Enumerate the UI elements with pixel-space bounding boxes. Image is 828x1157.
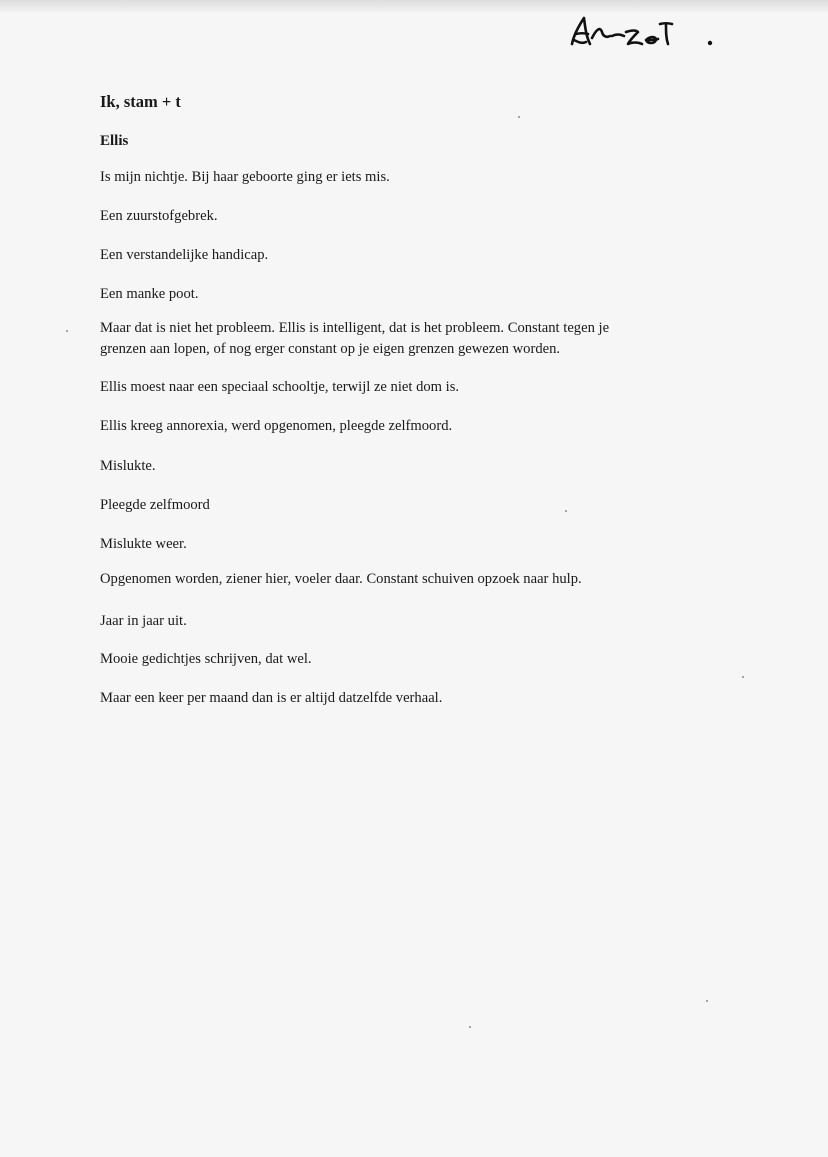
body-paragraph (100, 167, 390, 188)
scan-speck (66, 330, 68, 332)
body-paragraph (100, 284, 198, 305)
scan-speck (706, 1000, 708, 1002)
body-paragraph (100, 245, 268, 266)
paragraph-line: Jaar in jaar uit. (100, 613, 187, 629)
body-paragraph (100, 569, 582, 590)
body-paragraph (100, 534, 187, 555)
body-paragraph (100, 206, 218, 227)
paragraph-line: Pleegde zelfmoord (100, 497, 210, 513)
scan-speck (469, 1026, 471, 1028)
handwritten-signature (568, 14, 718, 50)
paragraph-line: Opgenomen worden, ziener hier, voeler daar. Constant schuiven opzoek naar hulp. (100, 571, 582, 587)
paragraph-line: Maar dat is niet het probleem. Ellis is intelligent, dat is het probleem. Constant tegen je (100, 320, 610, 336)
paragraph-line: Ellis moest naar een speciaal schooltje, terwijl ze niet dom is. (100, 379, 460, 395)
scan-speck (742, 676, 744, 678)
paragraph-line: Is mijn nichtje. Bij haar geboorte ging er iets mis. (100, 169, 390, 185)
paragraph-line: grenzen aan lopen, of nog erger constant op je eigen grenzen gewezen worden. (100, 340, 561, 357)
body-paragraph (100, 318, 609, 359)
paragraph-line: Mislukte. (100, 458, 156, 474)
body-paragraph (100, 456, 156, 477)
paragraph-line: Een zuurstofgebrek. (100, 208, 218, 224)
paragraph-line: Ellis kreeg annorexia, werd opgenomen, pleegde zelfmoord. (100, 418, 453, 434)
paragraph-line: Mislukte weer. (100, 536, 187, 552)
scan-speck (518, 116, 520, 118)
scan-edge (0, 0, 828, 12)
scan-speck (565, 510, 567, 512)
body-paragraph (100, 377, 459, 398)
body-paragraph (100, 416, 452, 437)
body-paragraph (100, 688, 442, 709)
paragraph-line: Maar een keer per maand dan is er altijd datzelfde verhaal. (100, 690, 443, 706)
body-paragraph (100, 495, 210, 516)
document-subtitle: Ellis (100, 133, 129, 149)
paragraph-line: Een verstandelijke handicap. (100, 247, 269, 263)
paragraph-line: Mooie gedichtjes schrijven, dat wel. (100, 651, 312, 667)
body-paragraph (100, 611, 187, 632)
body-paragraph (100, 649, 312, 670)
paragraph-line: Een manke poot. (100, 286, 199, 302)
document-title: Ik, stam + t (100, 92, 181, 111)
